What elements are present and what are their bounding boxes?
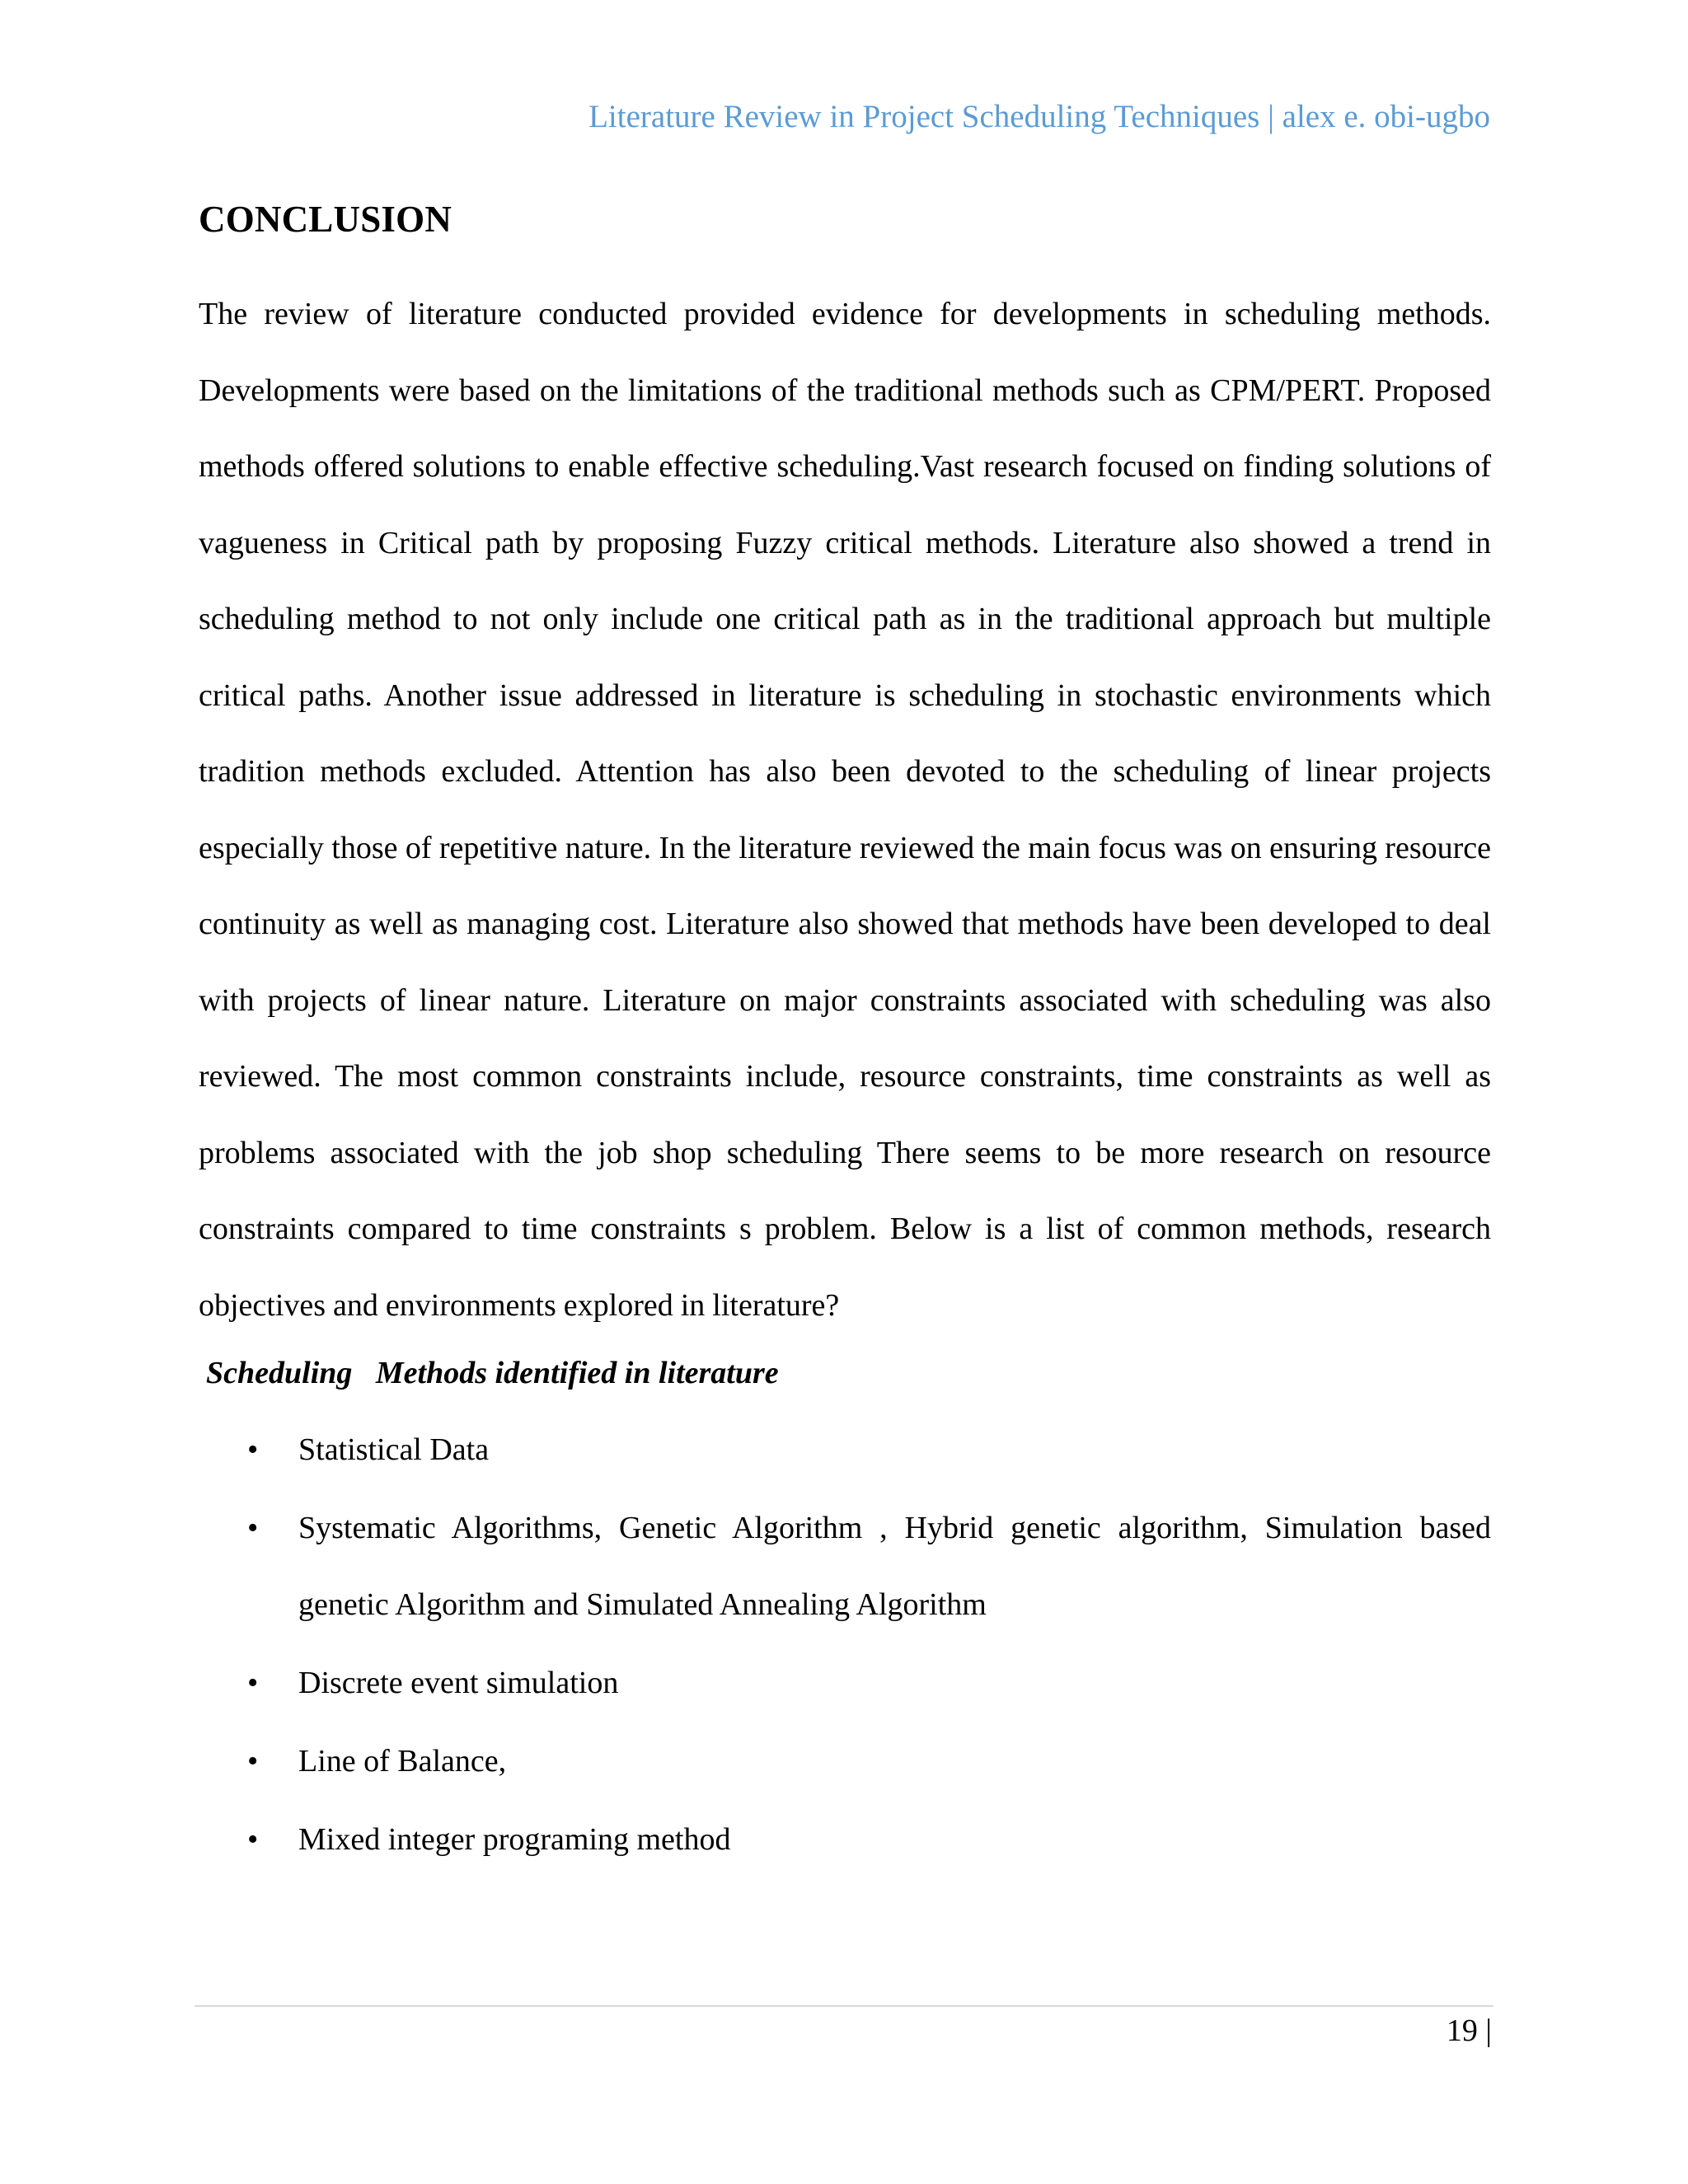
- list-item: [199, 1645, 1491, 1722]
- list-item: [199, 1490, 1491, 1643]
- list-item-text: Discrete event simulation: [298, 1665, 619, 1700]
- running-header-title: Literature Review in Project Scheduling Techniques | alex e. obi-ugbo: [588, 99, 1490, 134]
- section-heading: CONCLUSION: [199, 199, 452, 240]
- bullet-icon: •: [247, 1743, 259, 1779]
- list-item-text: Systematic Algorithms, Genetic Algorithm , Hybrid genetic algorithm, Simulation based genetic Algorithm and Simulated Annealing Algorithm: [298, 1511, 1491, 1622]
- bullet-icon: •: [247, 1665, 259, 1700]
- conclusion-paragraph: The review of literature conducted provided evidence for developments in scheduling methods. Developments were based on the limitations of the traditional methods such as CPM/PERT. Proposed methods offered solutions to enable effective scheduling.Vast research focused on finding solutions of vagueness in Critical path by proposing Fuzzy critical methods. Literature also showed a trend in scheduling method to not only include one critical path as in the traditional approach but multiple critical paths. Another issue addressed in literature is scheduling in stochastic environments which tradition methods excluded. Attention has also been devoted to the scheduling of linear projects especially those of repetitive nature. In the literature reviewed the main focus was on ensuring resource continuity as well as managing cost. Literature also showed that methods have been developed to deal with projects of linear nature. Literature on major constraints associated with scheduling was also reviewed. The most common constraints include, resource constraints, time constraints as well as problems associated with the job shop scheduling There seems to be more research on resource constraints compared to time constraints s problem. Below is a list of common methods, research objectives and environments explored in literature?: [199, 297, 1491, 1323]
- list-item-text: Statistical Data: [298, 1432, 490, 1467]
- list-item: [199, 1412, 1491, 1488]
- list-item-text: Mixed integer programing method: [298, 1821, 731, 1857]
- bullet-icon: •: [247, 1511, 259, 1545]
- page-number: 19 |: [1446, 2013, 1492, 2048]
- list-item: [199, 1723, 1491, 1800]
- footer-divider: [195, 2005, 1493, 2007]
- methods-list: [199, 1412, 1491, 1880]
- bullet-icon: •: [247, 1432, 259, 1467]
- list-item-text: Line of Balance,: [298, 1743, 507, 1779]
- methods-subheading: Scheduling Methods identified in literature: [206, 1356, 779, 1390]
- bullet-icon: •: [247, 1821, 259, 1857]
- list-item: [199, 1802, 1491, 1878]
